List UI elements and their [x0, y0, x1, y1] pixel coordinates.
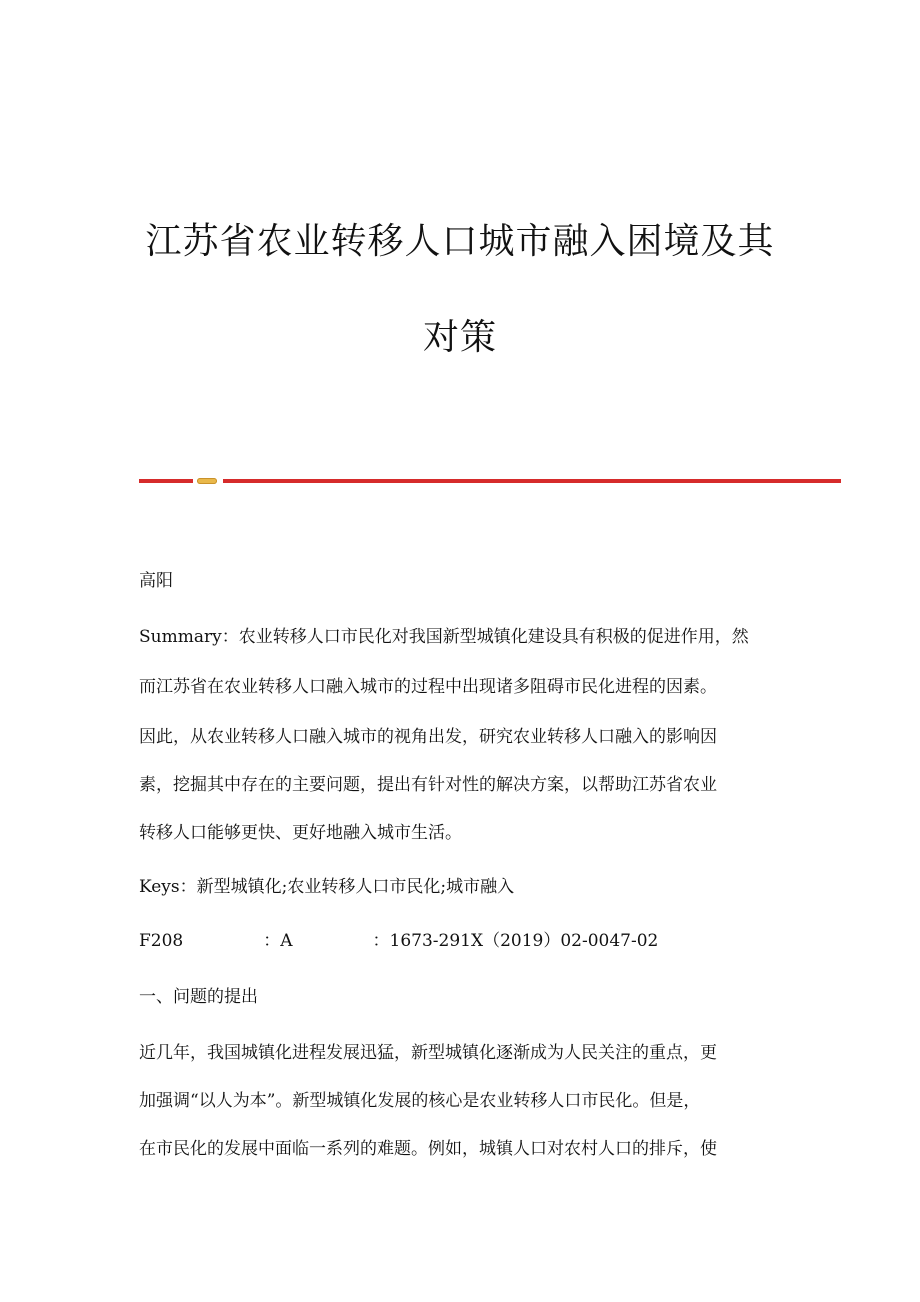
- document-title-line-1: 江苏省农业转移人口城市融入困境及其: [145, 221, 775, 262]
- author-name: 高阳: [139, 571, 173, 591]
- summary-line: Summary：农业转移人口市民化对我国新型城镇化建设具有积极的促进作用，然: [139, 627, 749, 647]
- divider-ornament-icon: [197, 478, 217, 484]
- document-title-line-2: 对策: [422, 317, 497, 358]
- title-divider: [139, 478, 841, 484]
- meta-line: [139, 930, 658, 952]
- body-line: 近几年，我国城镇化进程发展迅猛，新型城镇化逐渐成为人民关注的重点，更: [139, 1043, 717, 1063]
- summary-line: 转移人口能够更快、更好地融入城市生活。: [139, 823, 462, 843]
- keywords-line: Keys：新型城镇化;农业转移人口市民化;城市融入: [139, 877, 515, 897]
- summary-line: 而江苏省在农业转移人口融入城市的过程中出现诸多阻碍市民化进程的因素。: [139, 677, 717, 697]
- body-line: 加强调“以人为本”。新型城镇化发展的核心是农业转移人口市民化。但是，: [139, 1091, 701, 1111]
- article-number: ：1673-291X（2019）02-0047-02: [372, 931, 659, 951]
- divider-bar-right: [223, 479, 841, 483]
- clc-number: F208: [139, 931, 184, 951]
- body-line: 在市民化的发展中面临一系列的难题。例如，城镇人口对农村人口的排斥，使: [139, 1139, 717, 1159]
- section-heading: 一、问题的提出: [139, 987, 258, 1007]
- document-code: ：A: [263, 931, 293, 951]
- summary-line: 素，挖掘其中存在的主要问题，提出有针对性的解决方案，以帮助江苏省农业: [139, 775, 717, 795]
- divider-bar-left: [139, 479, 193, 483]
- summary-line: 因此，从农业转移人口融入城市的视角出发，研究农业转移人口融入的影响因: [139, 727, 717, 747]
